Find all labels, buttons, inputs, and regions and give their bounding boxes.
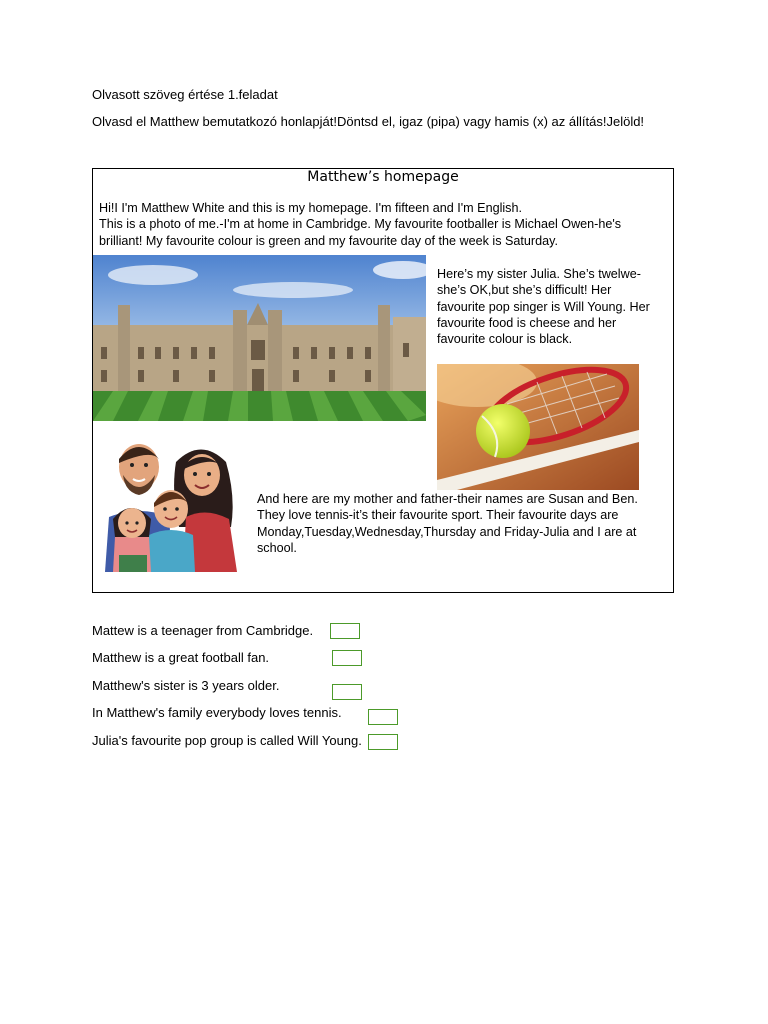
statement-text: Mattew is a teenager from Cambridge. <box>92 623 314 638</box>
intro-paragraph <box>99 200 669 249</box>
intro-line: brilliant! My favourite colour is green and my favourite day of the week is Saturday. <box>99 233 558 248</box>
parents-line: And here are my mother and father-their names are Susan and Ben. <box>257 492 638 506</box>
parents-line: They love tennis-it’s their favourite sport. Their favourite days are <box>257 508 619 523</box>
intro-line: This is a photo of me.-I'm at home in Cambridge. My favourite footballer is Michael Owen-he's <box>99 217 622 232</box>
instruction-text: Olvasd el Matthew bemutatkozó honlapját!Döntsd el, igaz (pipa) vagy hamis (x) az állítás!Jelöld! <box>92 114 645 129</box>
task-title: Olvasott szöveg értése 1.feladat <box>92 87 278 102</box>
answer-box[interactable] <box>332 684 362 700</box>
statement-text: Julia's favourite pop group is called Will Young. <box>92 733 362 748</box>
parents-line: school. <box>257 540 297 555</box>
statement-text: Matthew's sister is 3 years older. <box>92 678 280 693</box>
parents-line: Monday,Tuesday,Wednesday,Thursday and Friday-Julia and I are at <box>257 524 637 539</box>
tennis-photo <box>437 364 639 490</box>
parents-paragraph <box>257 491 673 556</box>
sister-line: Here’s my sister Julia. She’s twelwe- <box>437 267 641 281</box>
answer-box[interactable] <box>368 734 398 750</box>
sister-paragraph <box>437 266 672 347</box>
answer-box[interactable] <box>368 709 398 725</box>
homepage-box <box>92 168 674 593</box>
intro-line: Hi!I I'm Matthew White and this is my homepage. I'm fifteen and I'm English. <box>99 201 522 215</box>
sister-line: favourite colour is black. <box>437 332 573 347</box>
statement-text: Matthew is a great football fan. <box>92 650 270 665</box>
answer-box[interactable] <box>330 623 360 639</box>
answer-box[interactable] <box>332 650 362 666</box>
statement-text: In Matthew's family everybody loves tennis. <box>92 705 342 720</box>
sister-line: favourite pop singer is Will Young. Her <box>437 299 650 314</box>
sister-line: favourite food is cheese and her <box>437 315 617 330</box>
family-illustration <box>101 437 241 572</box>
homepage-heading: Matthew’s homepage <box>307 169 459 185</box>
sister-line: she’s OK,but she’s difficult! Her <box>437 283 612 298</box>
cambridge-photo <box>93 255 426 421</box>
